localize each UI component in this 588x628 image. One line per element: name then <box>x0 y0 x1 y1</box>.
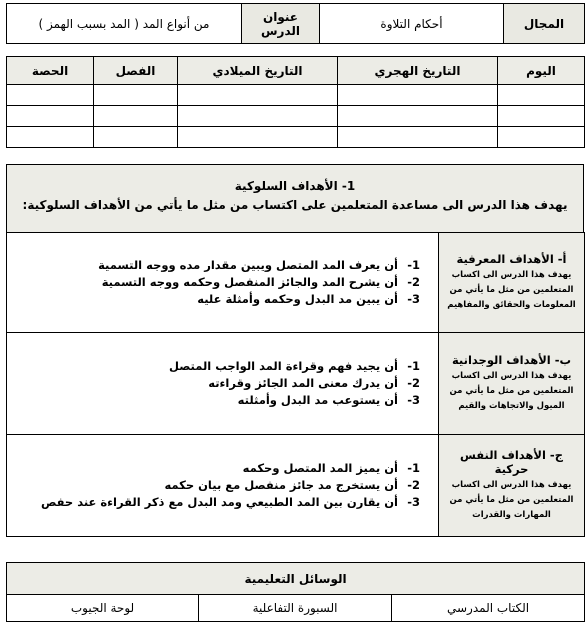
section-description: يهدف هذا الدرس الى اكساب المتعلمين من مثل ما يأتي من الميول والاتجاهات والقيم <box>449 371 574 411</box>
section-label <box>439 435 585 537</box>
section-label <box>439 333 585 435</box>
list-item: 1-أن يجيد فهم وقراءة المد الواجب المتصل <box>168 359 420 373</box>
section-title: أ- الأهداف المعرفية <box>456 252 567 266</box>
schedule-header-row <box>7 57 585 85</box>
section-items <box>7 435 439 537</box>
field-value: أحكام التلاوة <box>320 4 504 44</box>
column-header-class: الفصل <box>94 57 178 85</box>
schedule-table <box>6 56 585 148</box>
section-description: يهدف هذا الدرس الى اكساب المتعلمين من مثل ما يأتي من المعلومات والحقائق والمفاهيم <box>447 270 576 310</box>
list-item: 3-أن يبين مد البدل وحكمه وأمثلة عليه <box>197 292 420 306</box>
list-item: 1-أن يعرف المد المتصل ويبين مقدار مده ووجه التسمية <box>98 258 420 272</box>
objective-section-cognitive <box>7 233 585 333</box>
section-title: ج- الأهداف النفس حركية <box>460 448 563 476</box>
section-items <box>7 233 439 333</box>
list-item: 2-أن يستخرج مد جائز منفصل مع بيان حكمه <box>164 478 420 492</box>
lesson-title-label: عنوان الدرس <box>242 4 320 44</box>
list-item: 3-أن يقارن بين المد الطبيعي ومد البدل مع ذكر القراءة عند حفص <box>40 495 420 509</box>
list-item: 2-أن يشرح المد والجائز المنفصل وحكمه ووجه التسمية <box>101 275 420 289</box>
list-item: 2-أن يدرك معنى المد الجائز وقراءته <box>208 376 420 390</box>
column-header-hijri-date: التاريخ الهجري <box>338 57 498 85</box>
column-header-gregorian-date: التاريخ الميلادي <box>178 57 338 85</box>
tool-item: السبورة التفاعلية <box>199 595 392 622</box>
section-description: يهدف هذا الدرس الى اكساب المتعلمين من مثل ما يأتي من المهارات والقدرات <box>449 480 574 520</box>
tool-item: لوحة الجيوب <box>7 595 199 622</box>
section-items <box>7 333 439 435</box>
section-label <box>439 233 585 333</box>
table-row <box>7 106 585 127</box>
list-item: 3-أن يستوعب مد البدل وأمثلته <box>237 393 420 407</box>
column-header-period: الحصة <box>7 57 94 85</box>
column-header-day: اليوم <box>498 57 585 85</box>
list-item: 1-أن يميز المد المتصل وحكمه <box>242 461 420 475</box>
tool-item: الكتاب المدرسي <box>392 595 585 622</box>
objectives-intro: يهدف هذا الدرس الى مساعدة المتعلمين على اكتساب من مثل ما يأتي من الأهداف السلوكية: <box>22 198 568 212</box>
objective-section-psychomotor <box>7 435 585 537</box>
objectives-table <box>6 232 585 537</box>
objectives-header <box>6 164 584 232</box>
objective-section-affective <box>7 333 585 435</box>
section-title: ب- الأهداف الوجدانية <box>451 353 572 367</box>
objectives-title: 1- الأهداف السلوكية <box>234 179 356 193</box>
lesson-title-value: من أنواع المد ( المد بسبب الهمز ) <box>7 4 242 44</box>
table-row <box>7 85 585 106</box>
lesson-header-table <box>6 3 585 44</box>
field-label: المجال <box>504 4 585 44</box>
tools-title: الوسائل التعليمية <box>7 563 585 595</box>
teaching-tools-table <box>6 562 585 622</box>
table-row <box>7 127 585 148</box>
